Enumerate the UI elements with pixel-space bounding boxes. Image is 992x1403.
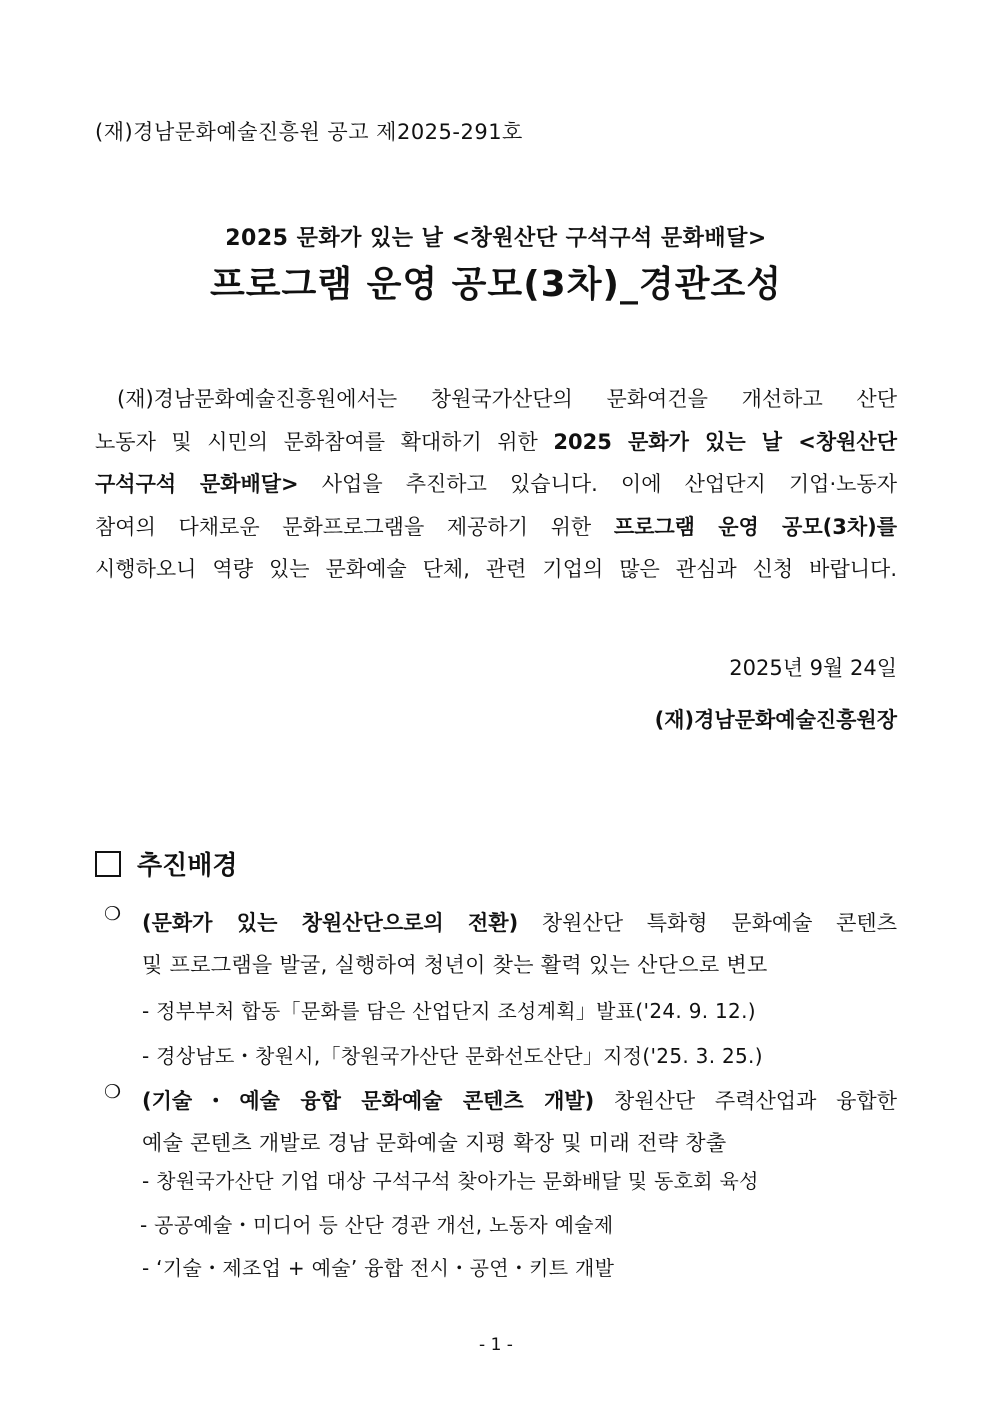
notice-number: (재)경남문화예술진흥원 공고 제2025-291호: [95, 120, 523, 144]
intro-text: 사업을 추진하고 있습니다. 이에 산업단지 기업·노동자: [298, 472, 897, 496]
sub-item: - 정부부처 합동「문화를 담은 산업단지 조성계획」발표('24. 9. 12.): [142, 999, 756, 1023]
intro-line: 시행하오니 역량 있는 문화예술 단체, 관련 기업의 많은 관심과 신청 바랍니다.: [95, 557, 897, 581]
sub-item: - ‘기술・제조업 + 예술’ 융합 전시・공연・키트 개발: [142, 1256, 615, 1280]
item-text: 창원산단 특화형 문화예술 콘텐츠: [518, 911, 897, 935]
background-item: [104, 1080, 897, 1164]
sub-item: - 공공예술・미디어 등 산단 경관 개선, 노동자 예술제: [140, 1213, 614, 1237]
item-text: 창원산단 주력산업과 융합한: [594, 1089, 897, 1113]
intro-line: (재)경남문화예술진흥원에서는 창원국가산단의 문화여건을 개선하고 산단: [117, 387, 897, 411]
document-subtitle: 2025 문화가 있는 날 <창원산단 구석구석 문화배달>: [225, 226, 767, 251]
intro-emphasis: 구석구석 문화배달>: [95, 472, 299, 496]
intro-line: [95, 463, 897, 506]
section-heading: [95, 845, 237, 882]
document-title: 프로그램 운영 공모(3차)_경관조성: [209, 264, 783, 305]
item-line: 예술 콘텐츠 개발로 경남 문화예술 지평 확장 및 미래 전략 창출: [142, 1131, 727, 1155]
intro-line: [95, 506, 897, 549]
item-line: 및 프로그램을 발굴, 실행하여 청년이 찾는 활력 있는 산단으로 변모: [142, 953, 768, 977]
item-line: [142, 1080, 897, 1122]
section-title: 추진배경: [137, 851, 238, 881]
circle-bullet-icon: ❍: [104, 1081, 122, 1103]
sub-item: - 창원국가산단 기업 대상 구석구석 찾아가는 문화배달 및 동호회 육성: [142, 1169, 759, 1193]
intro-line: [95, 421, 897, 464]
page-number: - 1 -: [479, 1335, 513, 1355]
item-line: [142, 902, 897, 944]
item-head: (기술・예술 융합 문화예술 콘텐츠 개발): [142, 1089, 595, 1113]
sub-item: - 경상남도・창원시,「창원국가산단 문화선도산단」지정('25. 3. 25.): [142, 1044, 763, 1068]
circle-bullet-icon: ❍: [104, 903, 122, 925]
intro-emphasis: 프로그램 운영 공모(3차)를: [613, 514, 897, 539]
issuer-name: (재)경남문화예술진흥원장: [654, 708, 897, 732]
background-item: [104, 902, 897, 986]
item-head: (문화가 있는 창원산단으로의 전환): [142, 911, 519, 935]
intro-text: 노동자 및 시민의 문화참여를 확대하기 위한: [95, 429, 554, 454]
intro-paragraph: [95, 378, 897, 591]
intro-text: 참여의 다채로운 문화프로그램을 제공하기 위한: [95, 514, 614, 539]
checkbox-square-icon: [95, 851, 121, 877]
notice-date: 2025년 9월 24일: [729, 656, 897, 680]
intro-emphasis: 2025 문화가 있는 날 <창원산단: [553, 429, 897, 454]
